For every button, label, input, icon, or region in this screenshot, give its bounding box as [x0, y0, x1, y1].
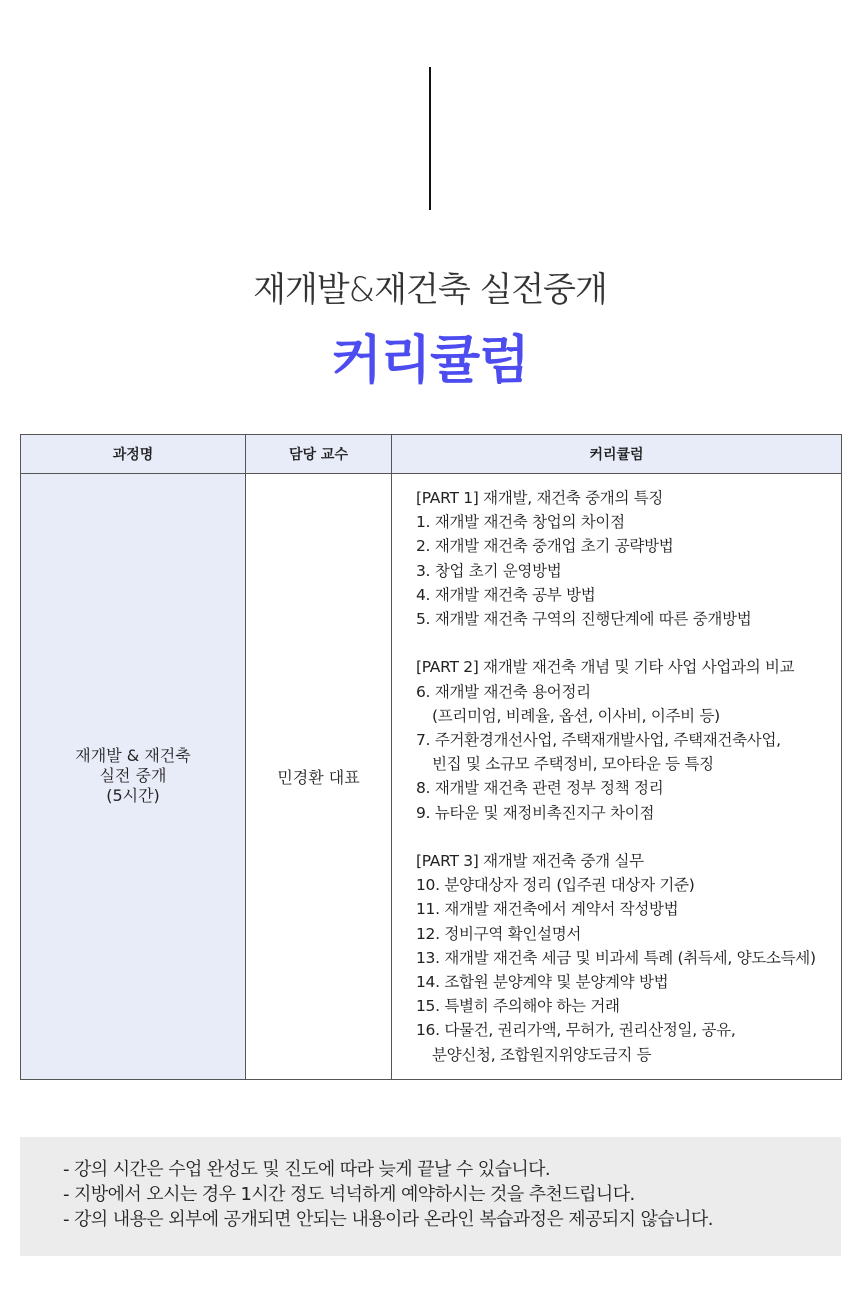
curriculum-item: 9. 뉴타운 및 재정비촉진지구 차이점 [416, 803, 655, 822]
course-name-line: 실전 중개 [99, 766, 167, 786]
notice-box [20, 1137, 841, 1256]
curriculum-item: 3. 창업 초기 운영방법 [416, 561, 562, 580]
header-course-name: 과정명 [21, 435, 246, 474]
curriculum-item: 4. 재개발 재건축 공부 방법 [416, 585, 596, 604]
curriculum-item-detail: 분양신청, 조합원지위양도금지 등 [432, 1045, 652, 1064]
course-name-cell [21, 474, 246, 1080]
notice-line: - 강의 내용은 외부에 공개되면 안되는 내용이라 온라인 복습과정은 제공되지 않습니다. [63, 1209, 713, 1230]
curriculum-item: 14. 조합원 분양계약 및 분양계약 방법 [416, 973, 669, 992]
course-duration: (5시간) [106, 786, 160, 806]
curriculum-item-detail: 빈집 및 소규모 주택정비, 모아타운 등 특징 [432, 755, 714, 774]
curriculum-item: 8. 재개발 재건축 관련 정부 정책 정리 [416, 779, 664, 798]
curriculum-item: 11. 재개발 재건축에서 계약서 작성방법 [416, 900, 679, 919]
curriculum-item: 10. 분양대상자 정리 (입주권 대상자 기준) [416, 876, 695, 895]
page-subtitle: 재개발&재건축 실전중개 [253, 270, 607, 310]
curriculum-item: 1. 재개발 재건축 창업의 차이점 [416, 513, 625, 532]
curriculum-item-detail: (프리미엄, 비례율, 옵션, 이사비, 이주비 등) [432, 706, 720, 725]
part3-title: [PART 3] 재개발 재건축 중개 실무 [416, 852, 644, 871]
curriculum-item: 7. 주거환경개선사업, 주택재개발사업, 주택재건축사업, [416, 731, 781, 750]
curriculum-item: 5. 재개발 재건축 구역의 진행단계에 따른 중개방법 [416, 610, 752, 629]
curriculum-cell [392, 474, 842, 1080]
section-spacer [416, 825, 841, 849]
course-name-line: 재개발 & 재건축 [75, 746, 191, 766]
table-header-row [21, 435, 842, 474]
decorative-divider-line [429, 67, 431, 210]
notice-line: - 강의 시간은 수업 완성도 및 진도에 따라 늦게 끝날 수 있습니다. [63, 1159, 551, 1180]
table-row [21, 474, 842, 1080]
page-title: 커리큘럼 [331, 331, 529, 391]
section-spacer [416, 631, 841, 655]
professor-cell: 민경환 대표 [246, 474, 392, 1080]
header-curriculum: 커리큘럼 [392, 435, 842, 474]
curriculum-item: 13. 재개발 재건축 세금 및 비과세 특례 (취득세, 양도소득세) [416, 948, 816, 967]
curriculum-item: 16. 다물건, 권리가액, 무허가, 권리산정일, 공유, [416, 1021, 736, 1040]
curriculum-item: 15. 특별히 주의해야 하는 거래 [416, 997, 620, 1016]
curriculum-item: 2. 재개발 재건축 중개업 초기 공략방법 [416, 537, 674, 556]
curriculum-table [20, 434, 842, 1080]
header-professor: 담당 교수 [246, 435, 392, 474]
part1-title: [PART 1] 재개발, 재건축 중개의 특징 [416, 489, 664, 507]
curriculum-item: 6. 재개발 재건축 용어정리 [416, 682, 591, 701]
part2-title: [PART 2] 재개발 재건축 개념 및 기타 사업 사업과의 비교 [416, 658, 795, 677]
curriculum-item: 12. 정비구역 확인설명서 [416, 924, 582, 943]
notice-line: - 지방에서 오시는 경우 1시간 정도 넉넉하게 예약하시는 것을 추천드립니다. [63, 1184, 635, 1205]
